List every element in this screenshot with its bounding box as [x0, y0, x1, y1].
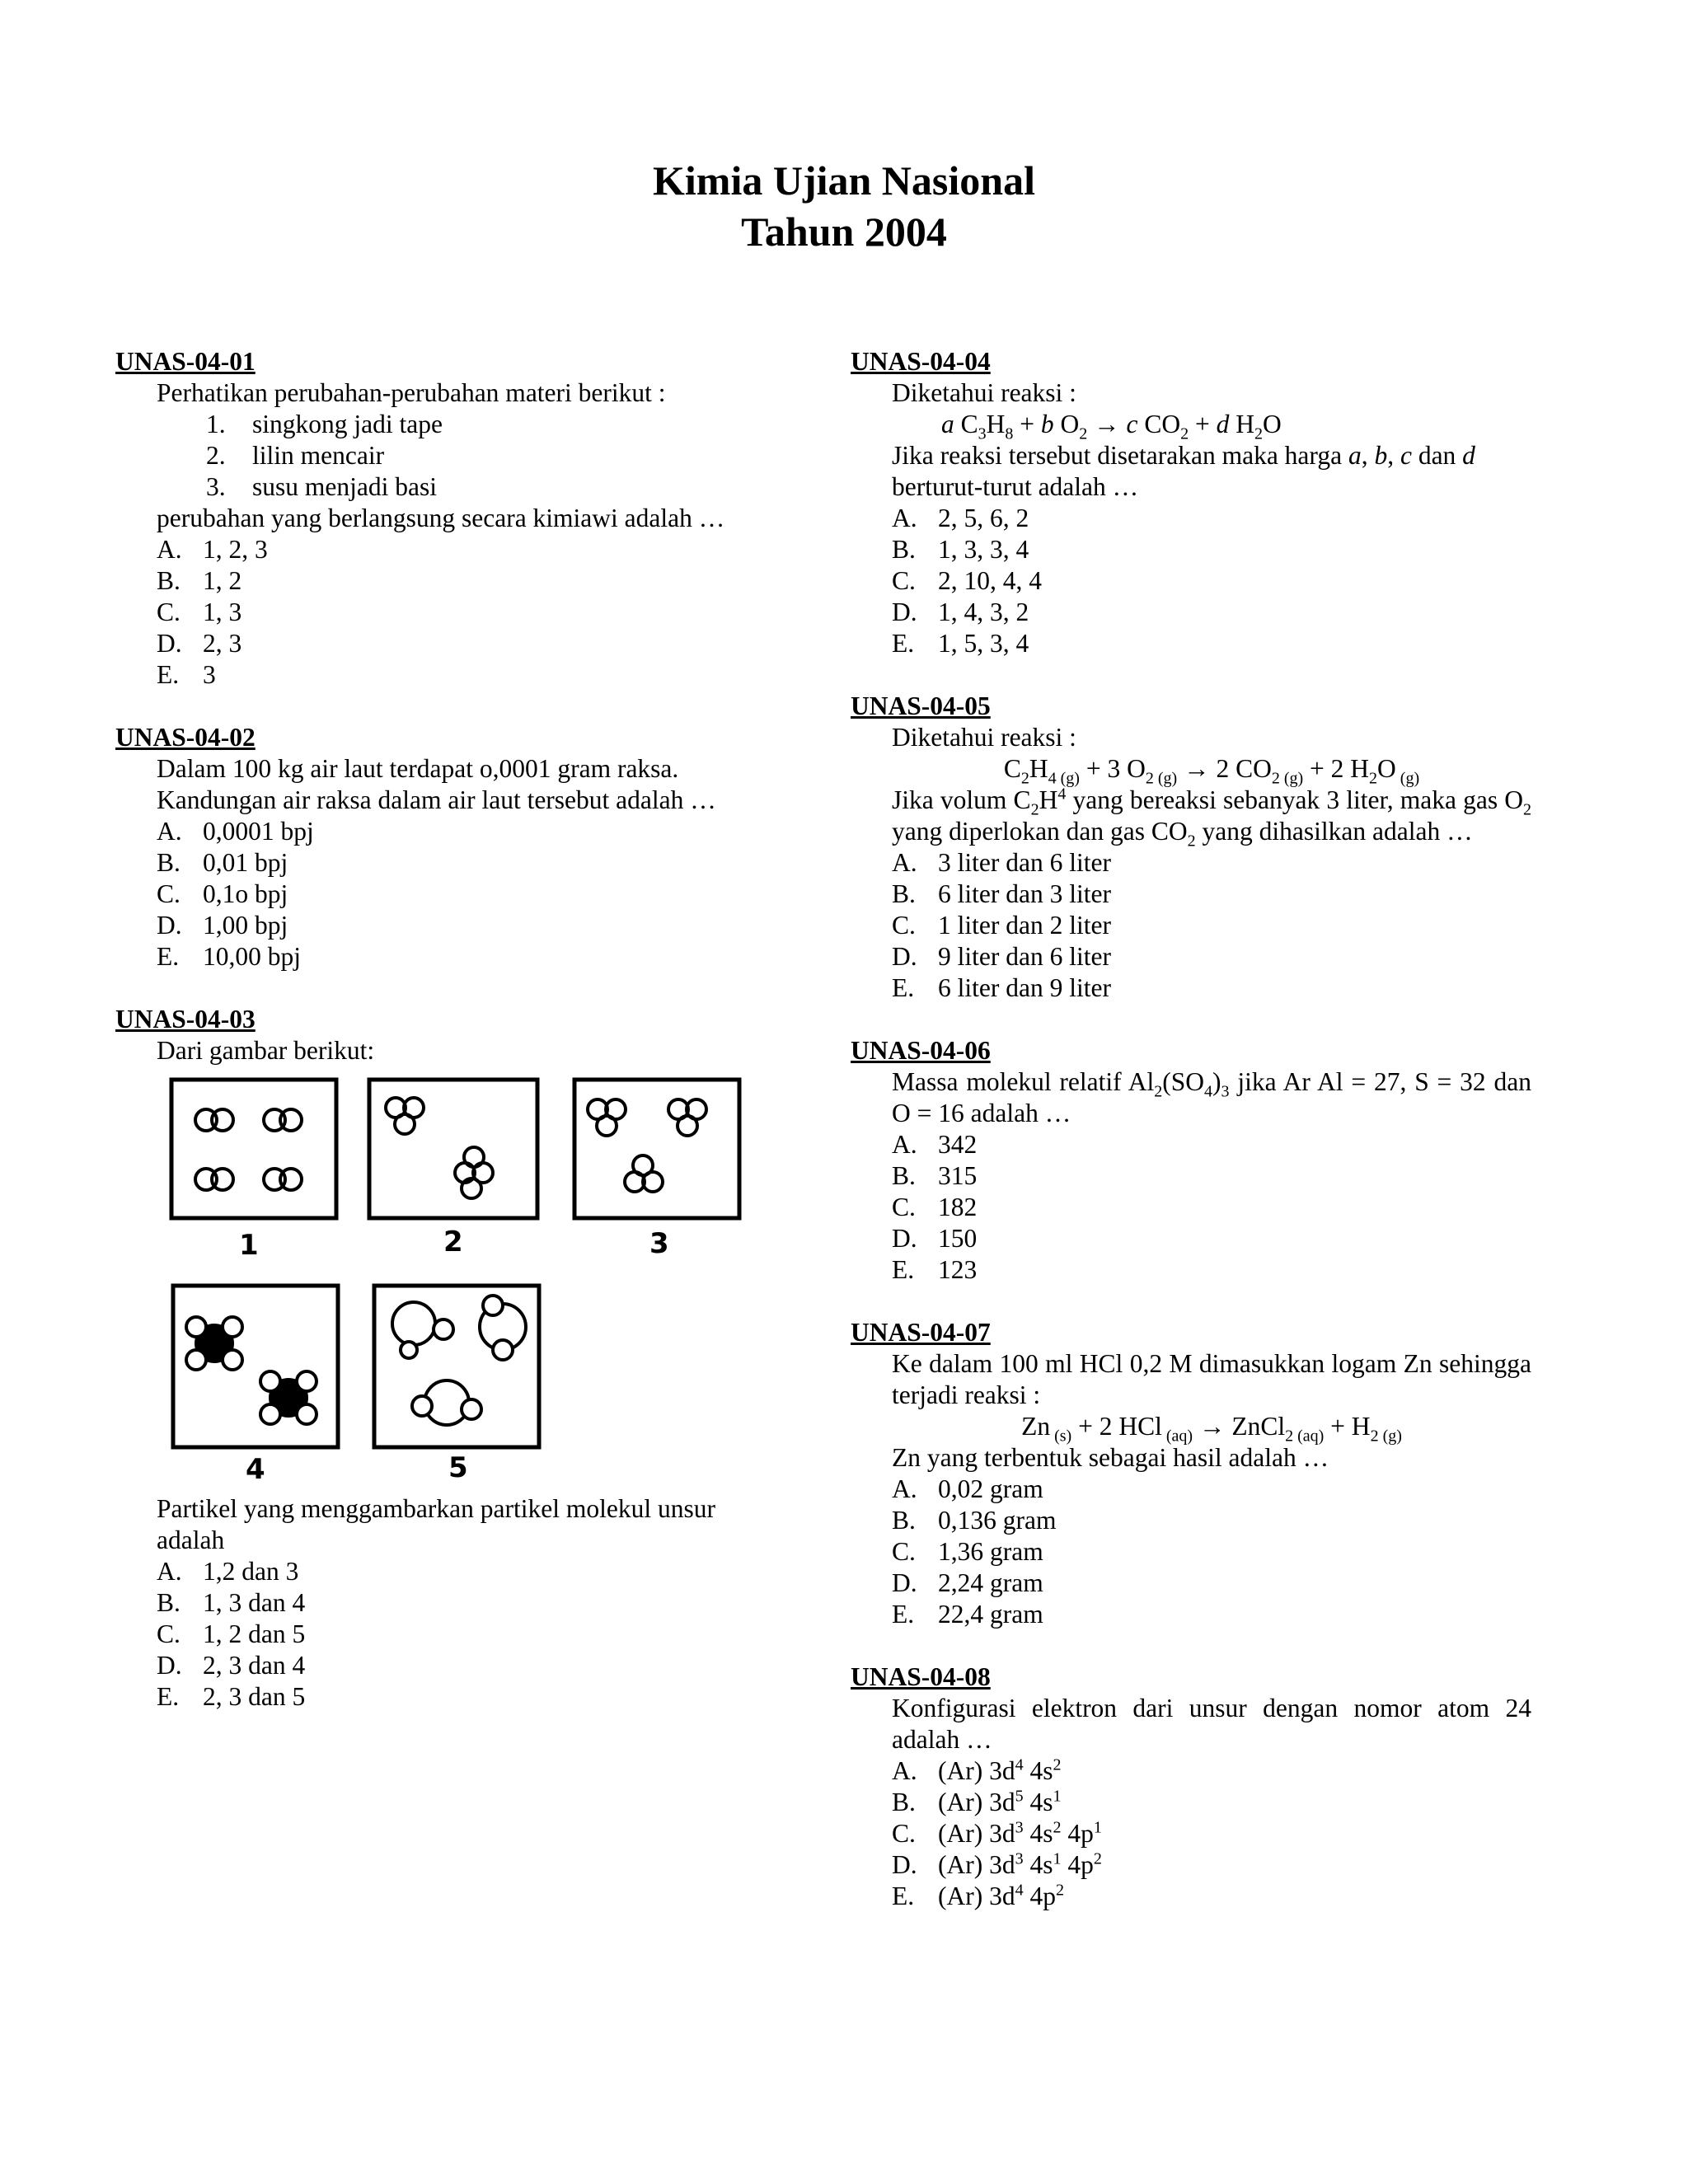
- eq-part: O: [1263, 410, 1282, 438]
- option-text: 1 liter dan 2 liter: [938, 911, 1111, 940]
- question-text: [892, 1066, 1531, 1129]
- option-a: [157, 816, 832, 847]
- option-text: 1,2 dan 3: [203, 1557, 299, 1586]
- cfg-part: 4s: [1023, 1850, 1053, 1879]
- option-a: [892, 1129, 1531, 1160]
- question-body: [851, 377, 1531, 659]
- option-letter: D.: [892, 598, 917, 626]
- eq-sub: 8: [1005, 424, 1014, 443]
- eq-arrow: →: [1087, 410, 1127, 438]
- cfg-part: (Ar) 3d: [938, 1756, 1015, 1785]
- eq-sub: 2: [1369, 769, 1378, 788]
- text-sub: 3: [1221, 1082, 1230, 1101]
- reaction-equation: [892, 753, 1531, 788]
- eq-phase: (g): [1378, 1427, 1402, 1446]
- question-text-line-2: berturut-turut adalah …: [892, 472, 1139, 501]
- question-unas-04-04: [851, 346, 1531, 659]
- title-line-1: Kimia Ujian Nasional: [653, 157, 1035, 204]
- option-text: 315: [938, 1161, 978, 1190]
- option-letter: D.: [892, 1568, 917, 1597]
- option-text: 123: [938, 1255, 978, 1284]
- option-a: [157, 534, 832, 565]
- list-item: [157, 409, 832, 440]
- eq-part: O: [1377, 754, 1396, 783]
- page-title: [0, 155, 1688, 257]
- option-b: [892, 534, 1531, 565]
- option-text: [938, 1849, 1102, 1881]
- particle-box-1: [171, 1080, 336, 1218]
- option-text: 10,00 bpj: [203, 942, 302, 971]
- eq-sub: 2: [1079, 424, 1088, 443]
- eq-part: C: [960, 410, 978, 438]
- eq-sub: 2: [1180, 424, 1189, 443]
- option-letter: B.: [157, 848, 181, 877]
- option-text: 1, 3, 3, 4: [938, 535, 1029, 564]
- question-body: [851, 1066, 1531, 1286]
- option-d: [892, 597, 1531, 628]
- reaction-equation: [892, 1411, 1531, 1446]
- eq-part: +: [1189, 410, 1217, 438]
- eq-part: Zn: [1021, 1412, 1051, 1441]
- cfg-part: (Ar) 3d: [938, 1882, 1015, 1910]
- option-letter: D.: [892, 942, 917, 971]
- eq-sub: 4: [1048, 769, 1057, 788]
- option-letter: C.: [892, 1819, 916, 1848]
- option-letter: E.: [157, 660, 180, 689]
- option-text: [938, 1755, 1061, 1787]
- option-text: 0,01 bpj: [203, 848, 288, 877]
- item-text: susu menjadi basi: [252, 472, 437, 501]
- question-intro: Perhatikan perubahan-perubahan materi berikut :: [157, 378, 666, 407]
- eq-part: C: [1003, 754, 1021, 783]
- option-d: [157, 910, 832, 941]
- option-d: [892, 1568, 1531, 1599]
- question-text: Zn yang terbentuk sebagai hasil adalah …: [892, 1443, 1329, 1472]
- question-unas-04-06: [851, 1035, 1531, 1286]
- option-d: [157, 1650, 832, 1681]
- option-letter: C.: [892, 566, 916, 595]
- eq-phase: (g): [1279, 769, 1304, 788]
- coef: c: [1400, 441, 1412, 470]
- option-text: 2, 3 dan 5: [203, 1682, 306, 1711]
- eq-part: H: [1029, 754, 1048, 783]
- text-part: yang dihasilkan adalah …: [1195, 817, 1473, 846]
- option-text: 1, 2, 3: [203, 535, 268, 564]
- item-number: 1.: [206, 410, 226, 438]
- option-text: 1, 4, 3, 2: [938, 598, 1029, 626]
- cfg-part: (Ar) 3d: [938, 1788, 1015, 1816]
- cfg-sup: 1: [1093, 1818, 1102, 1837]
- option-letter: A.: [157, 817, 182, 846]
- option-text: [938, 1881, 1064, 1912]
- text-sub: 2: [1523, 800, 1531, 819]
- cfg-part: 4p: [1061, 1819, 1094, 1848]
- option-letter: A.: [892, 1756, 917, 1785]
- eq-part: + 3 O: [1079, 754, 1146, 783]
- option-d: [892, 1223, 1531, 1254]
- question-text: [892, 785, 1531, 851]
- option-text: 1, 3 dan 4: [203, 1588, 306, 1617]
- eq-part: H: [986, 410, 1006, 438]
- option-c: [892, 1192, 1531, 1223]
- list-item: [157, 440, 832, 471]
- cfg-part: (Ar) 3d: [938, 1819, 1015, 1848]
- cfg-sup: 1: [1053, 1787, 1062, 1806]
- text-part: ): [1212, 1067, 1221, 1096]
- option-d: [892, 941, 1531, 972]
- option-e: [892, 1254, 1531, 1286]
- question-unas-04-08: [851, 1661, 1531, 1912]
- particle-diagram: [165, 1076, 758, 1485]
- cfg-sup: 4: [1015, 1755, 1024, 1774]
- cfg-sup: 2: [1055, 1881, 1064, 1900]
- coef: d: [1216, 410, 1230, 438]
- eq-part: + 2 H: [1303, 754, 1370, 783]
- question-unas-04-07: [851, 1317, 1531, 1630]
- coef: b: [1374, 441, 1388, 470]
- particle-figure: [165, 1076, 758, 1485]
- option-text: 1, 5, 3, 4: [938, 629, 1029, 658]
- option-letter: D.: [157, 911, 182, 940]
- option-d: [892, 1849, 1531, 1881]
- question-id: UNAS-04-04: [851, 347, 991, 376]
- option-c: [892, 1536, 1531, 1568]
- cfg-sup: 2: [1053, 1755, 1062, 1774]
- text-sub: 2: [1030, 800, 1039, 819]
- item-number: 2.: [206, 441, 226, 470]
- question-text-line-1: Dalam 100 kg air laut terdapat o,0001 gram raksa.: [157, 754, 679, 783]
- eq-part: + 2 HCl: [1071, 1412, 1162, 1441]
- text-part: dan: [1411, 441, 1463, 470]
- eq-sub: 2: [1254, 424, 1264, 443]
- text-part: yang bereaksi sebanyak 3 liter, maka gas O: [1066, 785, 1523, 814]
- option-letter: B.: [892, 879, 916, 908]
- cfg-sup: 3: [1015, 1818, 1024, 1837]
- particle-box-2: [369, 1080, 537, 1218]
- option-text: 2,24 gram: [938, 1568, 1043, 1597]
- question-body: [851, 1693, 1531, 1912]
- question-text: Partikel yang menggambarkan partikel molekul unsur adalah: [157, 1494, 715, 1554]
- option-text: [938, 1818, 1102, 1849]
- option-text: 2, 3: [203, 629, 242, 658]
- figure-label-1: 1: [239, 1229, 259, 1262]
- triatomic-molecules: [386, 1098, 493, 1198]
- option-text: 0,1o bpj: [203, 879, 288, 908]
- option-letter: E.: [157, 942, 180, 971]
- coef: a: [1348, 441, 1362, 470]
- option-letter: D.: [892, 1224, 917, 1253]
- cfg-sup: 2: [1093, 1849, 1102, 1868]
- option-text: 9 liter dan 6 liter: [938, 942, 1111, 971]
- figure-label-5: 5: [448, 1451, 468, 1484]
- question-id: UNAS-04-05: [851, 691, 991, 720]
- eq-sub: 3: [978, 424, 987, 443]
- option-text: 6 liter dan 3 liter: [938, 879, 1111, 908]
- question-intro: Diketahui reaksi :: [892, 723, 1076, 752]
- option-c: [892, 565, 1531, 597]
- eq-sub: 2: [1285, 1427, 1294, 1446]
- text-sup: 4: [1057, 785, 1067, 804]
- option-d: [157, 628, 832, 659]
- option-e: [157, 659, 832, 691]
- eq-phase: (g): [1056, 769, 1080, 788]
- eq-sub: 2: [1020, 769, 1029, 788]
- option-e: [892, 1881, 1531, 1912]
- option-a: [892, 1474, 1531, 1505]
- eq-sub: 2: [1145, 769, 1154, 788]
- option-c: [892, 910, 1531, 941]
- cfg-part: 4p: [1061, 1850, 1094, 1879]
- option-letter: D.: [157, 629, 182, 658]
- question-body: [851, 722, 1531, 1004]
- option-letter: C.: [157, 598, 181, 626]
- text-part: ,: [1361, 441, 1375, 470]
- question-unas-04-05: [851, 691, 1531, 1004]
- option-e: [157, 1681, 832, 1713]
- option-text: 3 liter dan 6 liter: [938, 848, 1111, 877]
- text-part: jika Ar Al = 27, S = 32 dan O = 16 adalah …: [892, 1067, 1531, 1127]
- cfg-part: 4s: [1023, 1788, 1053, 1816]
- option-letter: E.: [892, 1600, 915, 1629]
- option-letter: C.: [892, 1193, 916, 1221]
- tetratomic-molecules: [588, 1099, 706, 1192]
- option-a: [892, 847, 1531, 879]
- question-body: [115, 377, 832, 691]
- item-text: singkong jadi tape: [252, 410, 443, 438]
- coef: b: [1040, 410, 1054, 438]
- eq-phase: (aq): [1293, 1427, 1325, 1446]
- text-part: (SO: [1162, 1067, 1204, 1096]
- eq-part: + H: [1324, 1412, 1371, 1441]
- option-b: [157, 565, 832, 597]
- figure-label-3: 3: [649, 1227, 669, 1260]
- option-letter: A.: [892, 1474, 917, 1503]
- option-letter: B.: [157, 1588, 181, 1617]
- option-b: [892, 879, 1531, 910]
- diatomic-molecules: [195, 1109, 302, 1190]
- option-letter: B.: [892, 1161, 916, 1190]
- question-id: UNAS-04-07: [851, 1318, 991, 1347]
- option-letter: E.: [157, 1682, 180, 1711]
- question-id: UNAS-04-03: [115, 1005, 256, 1033]
- option-letter: A.: [892, 1130, 917, 1159]
- text-sub: 4: [1203, 1082, 1212, 1101]
- question-unas-04-02: [115, 722, 832, 972]
- text-part: H: [1039, 785, 1058, 814]
- option-text: 1, 3: [203, 598, 242, 626]
- eq-part: H: [1229, 410, 1255, 438]
- option-text: 1,00 bpj: [203, 911, 288, 940]
- eq-part: CO: [1137, 410, 1181, 438]
- coef: c: [1126, 410, 1138, 438]
- option-letter: C.: [157, 1619, 181, 1648]
- option-letter: B.: [892, 535, 916, 564]
- option-letter: C.: [892, 911, 916, 940]
- question-intro: Diketahui reaksi :: [892, 378, 1076, 407]
- coef: a: [941, 410, 954, 438]
- cfg-part: (Ar) 3d: [938, 1850, 1015, 1879]
- option-letter: E.: [892, 973, 915, 1002]
- question-intro: Dari gambar berikut:: [157, 1036, 375, 1065]
- question-intro: Konfigurasi elektron dari unsur dengan nomor atom 24 adalah …: [892, 1694, 1531, 1754]
- option-text: 0,136 gram: [938, 1506, 1057, 1535]
- eq-sub: 2: [1271, 769, 1280, 788]
- option-text: 182: [938, 1193, 978, 1221]
- option-letter: A.: [892, 848, 917, 877]
- cfg-part: 4p: [1023, 1882, 1056, 1910]
- question-unas-04-03: [115, 1004, 832, 1713]
- option-a: [157, 1556, 832, 1587]
- cfg-part: 4s: [1023, 1819, 1053, 1848]
- cfg-sup: 1: [1053, 1849, 1062, 1868]
- option-text: 1, 2: [203, 566, 242, 595]
- eq-arrow: → ZnCl: [1193, 1412, 1286, 1441]
- option-e: [157, 941, 832, 972]
- question-unas-04-01: [115, 346, 832, 691]
- cfg-sup: 4: [1015, 1881, 1024, 1900]
- list-item: [157, 471, 832, 503]
- option-text: 2, 3 dan 4: [203, 1651, 306, 1680]
- option-b: [892, 1787, 1531, 1818]
- question-id: UNAS-04-01: [115, 347, 256, 376]
- option-letter: A.: [892, 504, 917, 532]
- text-part: yang diperlokan dan gas CO: [892, 817, 1188, 846]
- option-text: 342: [938, 1130, 978, 1159]
- item-text: lilin mencair: [252, 441, 385, 470]
- question-body: [115, 753, 832, 972]
- question-id: UNAS-04-08: [851, 1662, 991, 1691]
- option-text: 0,02 gram: [938, 1474, 1043, 1503]
- option-letter: E.: [892, 629, 915, 658]
- option-text: 2, 5, 6, 2: [938, 504, 1029, 532]
- question-body: [851, 1348, 1531, 1630]
- option-letter: E.: [892, 1882, 915, 1910]
- question-id: UNAS-04-02: [115, 723, 256, 752]
- reaction-equation: [892, 409, 1531, 443]
- option-letter: A.: [157, 1557, 182, 1586]
- cfg-part: 4s: [1023, 1756, 1053, 1785]
- option-e: [892, 1599, 1531, 1630]
- option-b: [892, 1505, 1531, 1536]
- option-text: 0,0001 bpj: [203, 817, 314, 846]
- option-c: [892, 1818, 1531, 1849]
- option-e: [892, 628, 1531, 659]
- question-text: [892, 440, 1531, 471]
- option-a: [892, 503, 1531, 534]
- option-letter: B.: [157, 566, 181, 595]
- coef: d: [1462, 441, 1475, 470]
- option-letter: E.: [892, 1255, 915, 1284]
- option-a: [892, 1755, 1531, 1787]
- cfg-sup: 2: [1053, 1818, 1062, 1837]
- option-text: 1,36 gram: [938, 1537, 1043, 1566]
- option-text: 22,4 gram: [938, 1600, 1043, 1629]
- eq-part: O: [1053, 410, 1080, 438]
- eq-sub: 2: [1370, 1427, 1379, 1446]
- option-c: [157, 1619, 832, 1650]
- question-text-line-2: Kandungan air raksa dalam air laut tersebut adalah …: [157, 785, 716, 814]
- option-e: [892, 972, 1531, 1004]
- question-id: UNAS-04-06: [851, 1036, 991, 1065]
- option-text: 6 liter dan 9 liter: [938, 973, 1111, 1002]
- option-c: [157, 597, 832, 628]
- option-letter: A.: [157, 535, 182, 564]
- eq-phase: (s): [1050, 1427, 1072, 1446]
- option-letter: B.: [892, 1506, 916, 1535]
- question-intro: Ke dalam 100 ml HCl 0,2 M dimasukkan logam Zn sehingga terjadi reaksi :: [892, 1349, 1531, 1409]
- option-text: 150: [938, 1224, 978, 1253]
- option-b: [157, 847, 832, 879]
- eq-phase: (aq): [1161, 1427, 1193, 1446]
- option-b: [892, 1160, 1531, 1192]
- option-letter: D.: [157, 1651, 182, 1680]
- text-part: Jika reaksi tersebut disetarakan maka harga: [892, 441, 1348, 470]
- text-part: Massa molekul relatif Al: [892, 1067, 1155, 1096]
- question-text: perubahan yang berlangsung secara kimiawi adalah …: [157, 504, 725, 532]
- right-column: [851, 346, 1531, 1943]
- option-letter: D.: [892, 1850, 917, 1879]
- eq-arrow: → 2 CO: [1177, 754, 1272, 783]
- text-sub: 2: [1154, 1082, 1163, 1101]
- cfg-sup: 5: [1015, 1787, 1024, 1806]
- option-c: [157, 879, 832, 910]
- option-letter: B.: [892, 1788, 916, 1816]
- option-text: 1, 2 dan 5: [203, 1619, 306, 1648]
- option-letter: C.: [892, 1537, 916, 1566]
- eq-part: +: [1013, 410, 1041, 438]
- compound-molecules-dark: [186, 1317, 316, 1424]
- question-body-lower: [115, 1493, 832, 1713]
- option-text: 2, 10, 4, 4: [938, 566, 1042, 595]
- cfg-sup: 3: [1015, 1849, 1024, 1868]
- title-line-2: Tahun 2004: [741, 209, 947, 255]
- option-text: 3: [203, 660, 216, 689]
- question-body: [115, 1035, 832, 1066]
- option-letter: C.: [157, 879, 181, 908]
- eq-phase: (g): [1153, 769, 1178, 788]
- text-part: ,: [1387, 441, 1400, 470]
- option-text: [938, 1787, 1061, 1818]
- left-column: [115, 346, 832, 1744]
- large-molecules: [392, 1296, 526, 1425]
- figure-label-2: 2: [443, 1226, 463, 1258]
- text-part: Jika volum C: [892, 785, 1031, 814]
- eq-phase: (g): [1395, 769, 1420, 788]
- item-number: 3.: [206, 472, 226, 501]
- option-b: [157, 1587, 832, 1619]
- figure-label-4: 4: [246, 1453, 265, 1486]
- text-sub: 2: [1187, 832, 1196, 851]
